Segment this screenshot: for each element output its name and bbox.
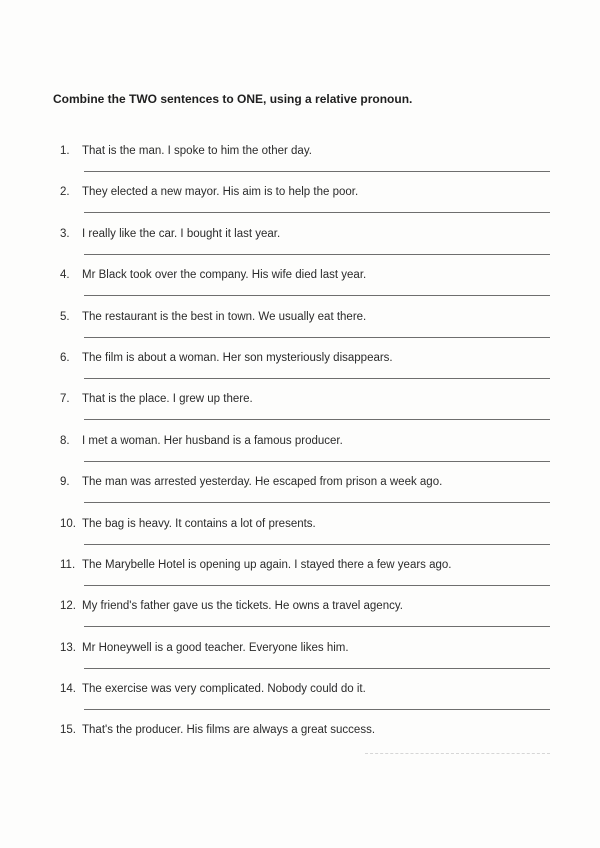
item-number: 12. [60, 600, 76, 613]
item-number: 8. [60, 434, 70, 447]
exercise-item-3 [60, 223, 550, 264]
item-sentences: Mr Black took over the company. His wife died last year. [82, 269, 367, 282]
exercise-item-2 [60, 181, 550, 222]
item-sentences: I really like the car. I bought it last year. [82, 227, 281, 240]
item-number: 13. [60, 641, 76, 654]
item-sentences: That is the man. I spoke to him the other day. [82, 145, 312, 157]
exercise-item-4 [60, 264, 550, 305]
item-sentences: The exercise was very complicated. Nobody could do it. [82, 683, 366, 696]
answer-line [84, 295, 550, 296]
answer-line [84, 419, 550, 420]
exercise-item-10 [60, 513, 550, 554]
item-number: 3. [60, 227, 70, 240]
item-number: 7. [60, 393, 70, 406]
item-number: 2. [60, 186, 70, 199]
item-sentences: Mr Honeywell is a good teacher. Everyone likes him. [82, 641, 349, 654]
answer-line [84, 212, 550, 213]
item-number: 6. [60, 351, 70, 364]
item-number: 4. [60, 269, 70, 282]
item-number: 15. [60, 724, 76, 737]
exercise-item-11 [60, 554, 550, 595]
item-number: 14. [60, 683, 76, 696]
item-sentences: I met a woman. Her husband is a famous producer. [82, 434, 343, 447]
exercise-item-13 [60, 637, 550, 678]
item-sentences: They elected a new mayor. His aim is to help the poor. [82, 186, 359, 199]
item-sentences: My friend's father gave us the tickets. He owns a travel agency. [82, 600, 403, 613]
answer-line [84, 378, 550, 379]
exercise-item-6 [60, 347, 550, 388]
item-sentences: The bag is heavy. It contains a lot of presents. [82, 517, 316, 530]
item-number: 5. [60, 310, 70, 323]
exercise-item-8 [60, 430, 550, 471]
exercise-item-15 [60, 719, 550, 760]
item-sentences: That's the producer. His films are always a great success. [82, 724, 376, 737]
instructions-heading: Combine the TWO sentences to ONE, using a relative pronoun. [53, 92, 413, 106]
item-sentences: The restaurant is the best in town. We usually eat there. [82, 310, 367, 323]
answer-line [84, 337, 550, 338]
item-number: 9. [60, 476, 70, 489]
exercise-item-7 [60, 388, 550, 429]
answer-line [84, 502, 550, 503]
item-sentences: The Marybelle Hotel is opening up again. I stayed there a few years ago. [82, 558, 452, 571]
exercise-item-12 [60, 595, 550, 636]
answer-line [84, 585, 550, 586]
item-sentences: The film is about a woman. Her son mysteriously disappears. [82, 351, 393, 364]
answer-line [84, 668, 550, 669]
exercise-item-14 [60, 678, 550, 719]
answer-line [84, 461, 550, 462]
exercise-item-1 [60, 140, 550, 181]
exercise-item-9 [60, 471, 550, 512]
answer-line [84, 544, 550, 545]
exercise-item-5 [60, 306, 550, 347]
item-number: 11. [60, 558, 76, 571]
item-number: 1. [60, 145, 70, 157]
answer-line [84, 709, 550, 710]
item-sentences: That is the place. I grew up there. [82, 393, 253, 406]
answer-line [84, 254, 550, 255]
item-number: 10. [60, 517, 76, 530]
exercise-list [60, 140, 550, 761]
item-sentences: The man was arrested yesterday. He escaped from prison a week ago. [82, 476, 443, 489]
answer-line [84, 171, 550, 172]
answer-line [84, 626, 550, 627]
answer-line-faded [365, 753, 550, 754]
